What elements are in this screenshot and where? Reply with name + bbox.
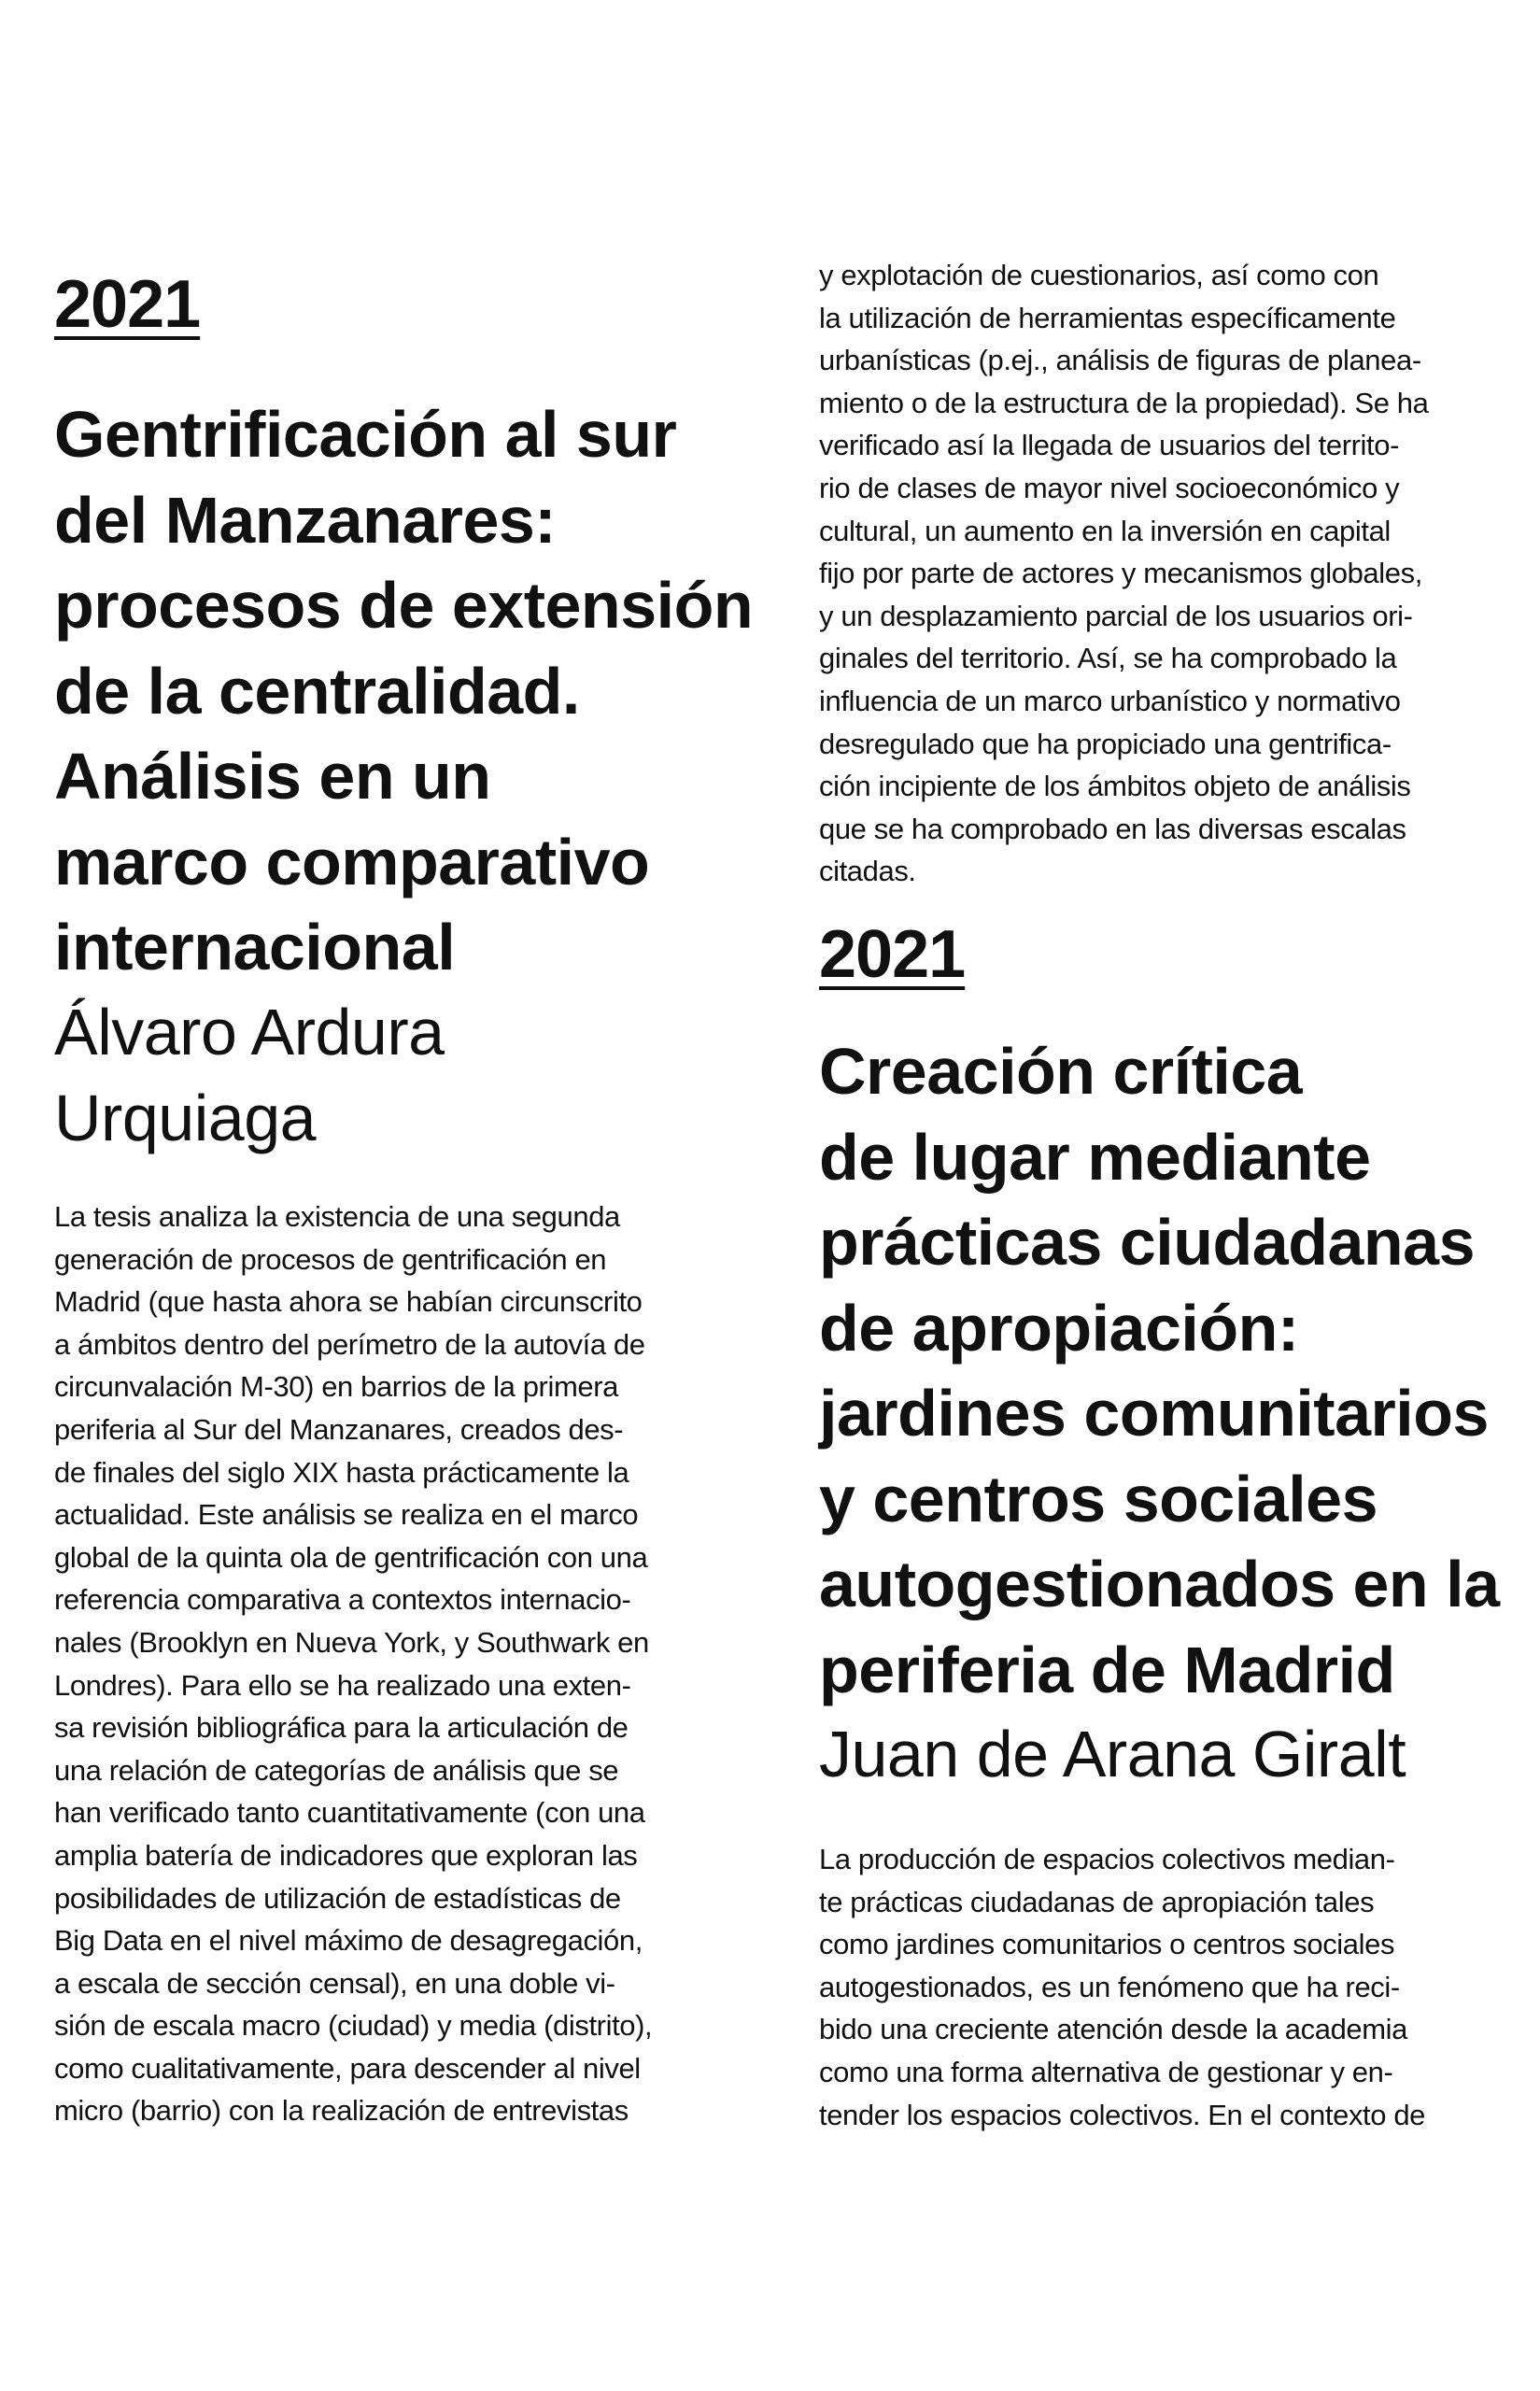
abstract-line: rio de clases de mayor nivel socioeconómico y — [819, 471, 1400, 504]
abstract-line: y explotación de cuestionarios, así como con — [819, 259, 1379, 291]
title-line: marco comparativo — [54, 825, 650, 898]
abstract-line: urbanísticas (p.ej., análisis de figuras de planea- — [819, 344, 1421, 377]
title-line: Gentrificación al sur — [54, 398, 677, 471]
abstract-line: nales (Brooklyn en Nueva York, y Southwark en — [54, 1625, 649, 1659]
abstract-line: global de la quinta ola de gentrificación con una — [54, 1540, 648, 1574]
abstract-line: sa revisión bibliográfica para la articulación de — [54, 1711, 629, 1745]
abstract-line: micro (barrio) con la realización de entrevistas — [54, 2094, 629, 2128]
abstract-line: la utilización de herramientas específicamente — [819, 301, 1396, 334]
abstract-line: tender los espacios colectivos. En el contexto de — [819, 2098, 1426, 2131]
thesis-title — [819, 1029, 1500, 1713]
abstract-line: Big Data en el nivel máximo de desagregación, — [54, 1924, 643, 1958]
abstract-line: actualidad. Este análisis se realiza en el marco — [54, 1498, 639, 1532]
abstract-line: han verificado tanto cuantitativamente (con una — [54, 1796, 645, 1830]
title-line: de apropiación: — [819, 1291, 1299, 1365]
author-line: Juan de Arana Giralt — [819, 1718, 1406, 1790]
thesis-abstract — [54, 1196, 652, 2132]
abstract-line: cultural, un aumento en la inversión en capital — [819, 514, 1391, 547]
abstract-line: referencia comparativa a contextos internacio- — [54, 1583, 631, 1617]
abstract-line: te prácticas ciudadanas de apropiación tales — [819, 1885, 1375, 1918]
abstract-line: bido una creciente atención desde la academia — [819, 2013, 1408, 2046]
abstract-line: citadas. — [819, 855, 916, 888]
title-line: Análisis en un — [54, 740, 491, 813]
author-line: Álvaro Ardura — [54, 996, 445, 1068]
abstract-line: influencia de un marco urbanístico y normativo — [819, 684, 1401, 717]
title-line: prácticas ciudadanas — [819, 1206, 1475, 1279]
continued-abstract — [819, 254, 1429, 893]
abstract-line: desregulado que ha propiciado una gentrifica- — [819, 727, 1392, 760]
title-line: periferia de Madrid — [819, 1633, 1395, 1706]
abstract-line: una relación de categorías de análisis que se — [54, 1753, 619, 1787]
abstract-line: ción incipiente de los ámbitos objeto de análisis — [819, 770, 1411, 803]
abstract-line: miento o de la estructura de la propiedad). Se ha — [819, 386, 1429, 419]
title-line: del Manzanares: — [54, 483, 557, 557]
thesis-author — [54, 990, 445, 1161]
author-line: Urquiaga — [54, 1081, 317, 1154]
abstract-line: verificado así la llegada de usuarios del territo- — [819, 429, 1400, 462]
title-line: de lugar mediante — [819, 1120, 1371, 1194]
entry-year: 2021 — [819, 917, 966, 992]
title-line: autogestionados en la — [819, 1548, 1500, 1620]
title-line: Creación crítica — [819, 1035, 1303, 1108]
entry-year: 2021 — [54, 267, 201, 342]
abstract-line: autogestionados, es un fenómeno que ha reci- — [819, 1970, 1400, 2003]
title-line: procesos de extensión — [54, 569, 754, 642]
abstract-line: y un desplazamiento parcial de los usuarios ori- — [819, 599, 1413, 632]
abstract-line: como cualitativamente, para descender al nivel — [54, 2051, 641, 2085]
abstract-line: fijo por parte de actores y mecanismos globales, — [819, 557, 1422, 590]
abstract-line: posibilidades de utilización de estadísticas de — [54, 1881, 621, 1915]
abstract-line: ginales del territorio. Así, se ha comprobado la — [819, 642, 1397, 675]
thesis-abstract — [819, 1838, 1425, 2136]
abstract-line: generación de procesos de gentrificación en — [54, 1242, 607, 1276]
abstract-line: sión de escala macro (ciudad) y media (distrito), — [54, 2009, 653, 2043]
title-line: de la centralidad. — [54, 654, 580, 728]
abstract-line: como una forma alternativa de gestionar y en- — [819, 2055, 1393, 2088]
abstract-line: La producción de espacios colectivos median- — [819, 1843, 1395, 1875]
abstract-line: circunvalación M-30) en barrios de la primera — [54, 1370, 618, 1404]
abstract-line: Londres). Para ello se ha realizado una exten- — [54, 1668, 631, 1702]
title-line: internacional — [54, 911, 456, 983]
abstract-line: como jardines comunitarios o centros sociales — [819, 1928, 1395, 1961]
abstract-line: La tesis analiza la existencia de una segunda — [54, 1200, 620, 1233]
thesis-author — [819, 1712, 1406, 1798]
title-line: jardines comunitarios — [819, 1377, 1489, 1450]
abstract-line: de finales del siglo XIX hasta prácticamente la — [54, 1455, 629, 1489]
title-line: y centros sociales — [819, 1462, 1378, 1535]
abstract-line: a escala de sección censal), en una doble vi- — [54, 1966, 615, 2000]
abstract-line: Madrid (que hasta ahora se habían circunscrito — [54, 1285, 643, 1319]
abstract-line: a ámbitos dentro del perímetro de la autovía de — [54, 1327, 645, 1361]
thesis-title — [54, 392, 753, 991]
abstract-line: periferia al Sur del Manzanares, creados des- — [54, 1412, 624, 1446]
abstract-line: que se ha comprobado en las diversas escalas — [819, 812, 1406, 845]
abstract-line: amplia batería de indicadores que exploran las — [54, 1838, 638, 1872]
